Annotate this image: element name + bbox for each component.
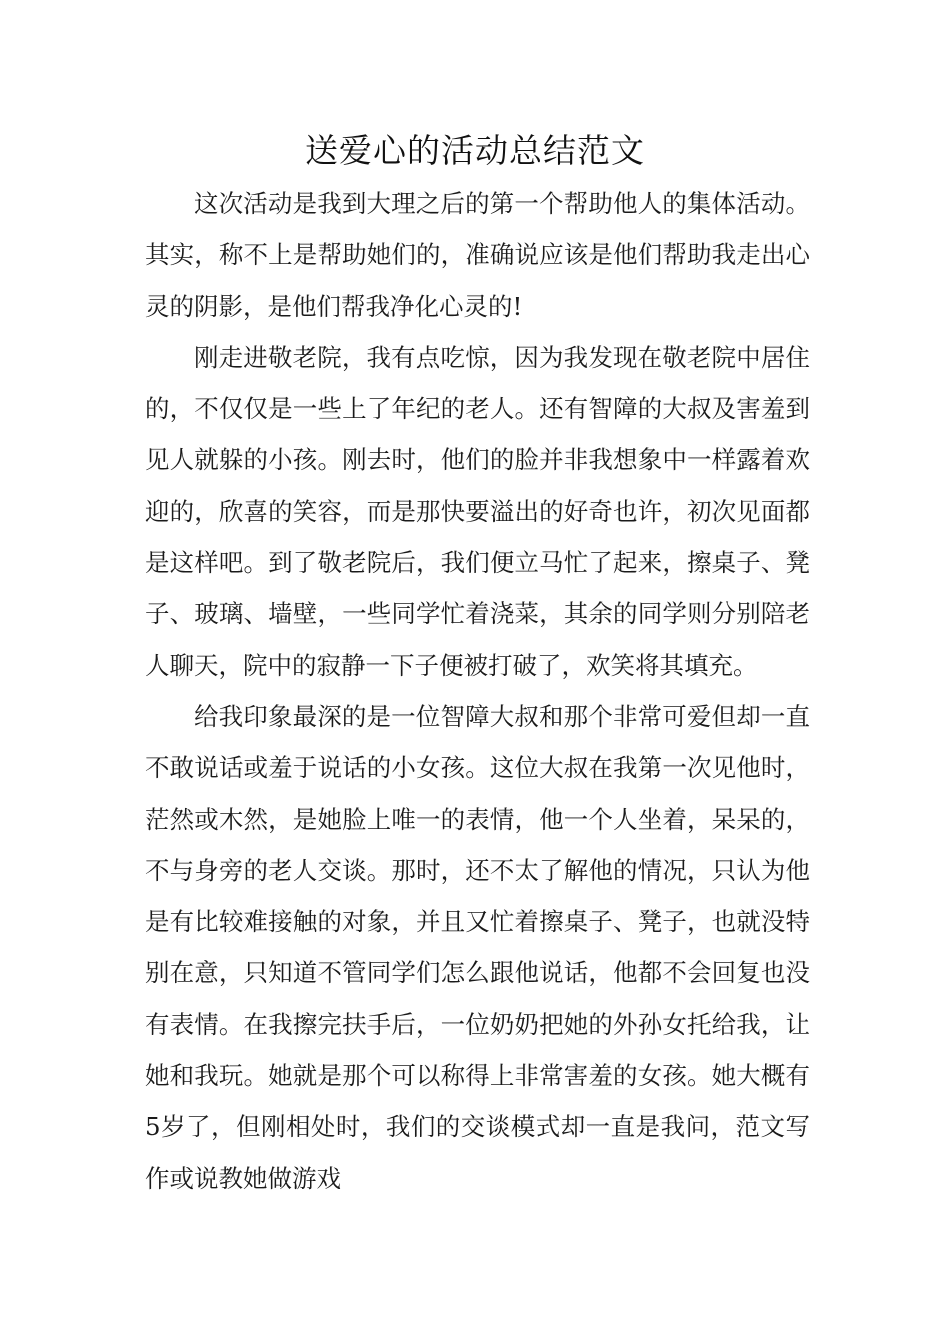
document-body (145, 178, 810, 1204)
paragraph-2: 刚走进敬老院，我有点吃惊，因为我发现在敬老院中居住的，不仅仅是一些上了年纪的老人。还有智障的大叔及害羞到见人就躲的小孩。刚去时，他们的脸并非我想象中一样露着欢迎的，欣喜的笑容，而是那快要溢出的好奇也许，初次见面都是这样吧。到了敬老院后，我们便立马忙了起来，擦桌子、凳子、玻璃、墙壁，一些同学忙着浇菜，其余的同学则分别陪老人聊天，院中的寂静一下子便被打破了，欢笑将其填充。 (145, 342, 810, 680)
document-title: 送爱心的活动总结范文 (305, 131, 645, 170)
paragraph-3: 给我印象最深的是一位智障大叔和那个非常可爱但却一直不敢说话或羞于说话的小女孩。这位大叔在我第一次见他时，茫然或木然，是她脸上唯一的表情，他一个人坐着，呆呆的，不与身旁的老人交谈。那时，还不太了解他的情况，只认为他是有比较难接触的对象，并且又忙着擦桌子、凳子，也就没特别在意，只知道不管同学们怎么跟他说话，他都不会回复也没有表情。在我擦完扶手后，一位奶奶把她的外孙女托给我，让她和我玩。她就是那个可以称得上非常害羞的女孩。她大概有5岁了，但刚相处时，我们的交谈模式却一直是我问，范文写作或说教她做游戏 (145, 701, 810, 1193)
paragraph-1: 这次活动是我到大理之后的第一个帮助他人的集体活动。其实，称不上是帮助她们的，准确说应该是他们帮助我走出心灵的阴影，是他们帮我净化心灵的! (145, 189, 810, 321)
